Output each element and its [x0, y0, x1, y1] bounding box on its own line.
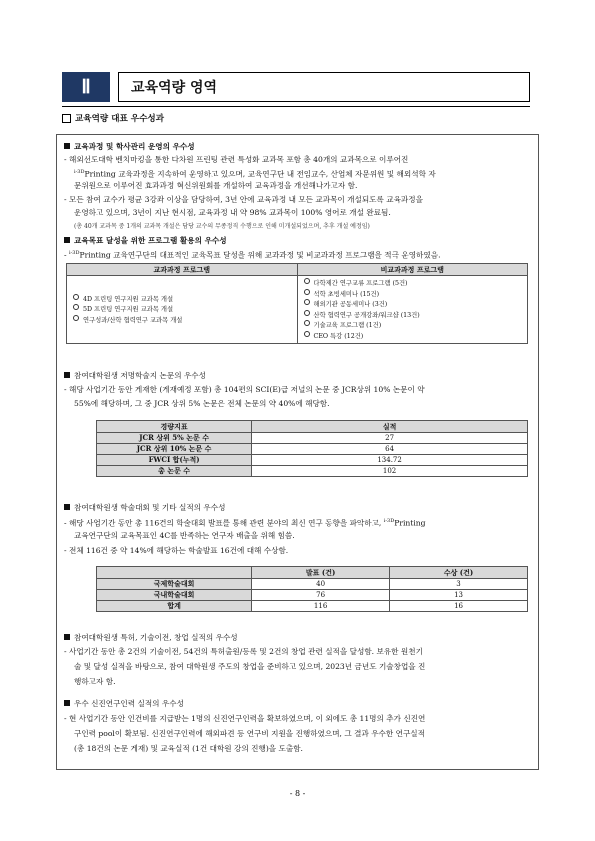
- program-table: [66, 263, 528, 344]
- curricular-list: [67, 276, 298, 344]
- list-item: 산학 협력연구 공개강좌/워크샵 (13건): [304, 310, 522, 321]
- circle-bullet-icon: [304, 320, 310, 326]
- list-item: 연구성과/산학 협력연구 교과목 개설: [73, 315, 291, 326]
- conference-table: [96, 566, 528, 612]
- table-row: 국내학술대회 76 13: [97, 590, 528, 601]
- conference-table-header-awards: 수상 (건): [390, 567, 528, 579]
- s5-line3: 행하고자 함.: [74, 677, 116, 686]
- s6-line3: (총 18건의 논문 게재) 및 교육실적 (1건 대학원 강의 진행)을 도출함.: [74, 744, 303, 753]
- table-row: JCR 상위 10% 논문 수 64: [97, 444, 528, 455]
- publication-table: [96, 420, 528, 477]
- table-row: FWCI 합(누적) 134.72: [97, 455, 528, 466]
- s6-line1: - 현 사업기간 동안 인건비를 지급받는 1명의 신진연구인력을 확보하였으며, 이 외에도 총 11명의 추가 신진연: [64, 714, 426, 723]
- s6-heading: 우수 신진연구인력 실적의 우수성: [64, 698, 184, 709]
- s3-line2: 55%에 해당하며, 그 중 JCR 상위 5% 논문은 전체 논문의 약 40%에 해당함.: [74, 399, 330, 408]
- chapter-number: Ⅱ: [62, 72, 110, 102]
- circle-bullet-icon: [73, 304, 79, 310]
- section-title: 교육역량 대표 우수성과: [62, 112, 164, 124]
- s3-heading: 참여대학원생 저명학술지 논문의 우수성: [64, 370, 206, 381]
- circle-bullet-icon: [304, 299, 310, 305]
- bullet-square-icon: [64, 700, 70, 706]
- s2-line1: - $^{i-3D}$Printing 교육연구단의 대표적인 교육목표 달성을 위해 교과과정 및 비교과과정 프로그램을 적극 운영하였음.: [64, 250, 441, 260]
- bullet-square-icon: [64, 504, 70, 510]
- list-item: 4D 프린팅 연구지원 교과목 개설: [73, 294, 291, 305]
- bullet-square-icon: [64, 634, 70, 640]
- s3-line1: - 해당 사업기간 동안 게재한 (게재예정 포함) 총 104편의 SCI(E)급 저널의 논문 중 JCR상위 10% 논문이 약: [64, 385, 425, 394]
- s4-line3: - 전체 116건 중 약 14%에 해당하는 학술발표 16건에 대해 수상함.: [64, 546, 289, 555]
- conference-table-header-blank: [97, 567, 252, 579]
- extracurricular-list: [297, 276, 528, 344]
- circle-bullet-icon: [73, 294, 79, 300]
- bullet-square-icon: [64, 372, 70, 378]
- program-table-header-curricular: 교과과정 프로그램: [67, 264, 298, 276]
- s1-note: (총 40개 교과목 중 1개의 교과목 개설은 담당 교수의 무종정직 수행으로 인해 미개설되었으며, 추후 개설 예정임): [74, 223, 370, 230]
- table-row: 국제학술대회 40 3: [97, 579, 528, 590]
- s1-line1: - 해외선도대학 벤치마킹을 통한 다차원 프린팅 관련 특성화 교과목 포함 총 40개의 교과목으로 이루어진: [64, 155, 409, 164]
- chapter-title: 교육역량 영역: [118, 72, 530, 102]
- list-item: 해외기관 공동세미나 (3건): [304, 299, 522, 310]
- list-item: 석학 초빙세미나 (15건): [304, 289, 522, 300]
- table-row: JCR 상위 5% 논문 수 27: [97, 433, 528, 444]
- page-number: - 8 -: [289, 789, 306, 798]
- list-item: 다학제간 연구교류 프로그램 (5건): [304, 278, 522, 289]
- circle-bullet-icon: [304, 310, 310, 316]
- s5-heading: 참여대학원생 특허, 기술이전, 창업 실적의 우수성: [64, 632, 238, 643]
- s1-line2: $^{i-3D}$Printing 교육과정을 지속하여 운영하고 있으며, 교육연구단 내 전임교수, 산업체 자문위원 및 해외석학 자: [74, 169, 436, 179]
- bullet-square-icon: [64, 143, 70, 149]
- publication-table-header-result: 실적: [252, 421, 528, 433]
- s1-line5: 운영하고 있으며, 3년이 지난 현시점, 교육과정 내 약 98% 교과목이 100% 영어로 개설 완료됨.: [74, 208, 391, 217]
- s4-line1: - 해당 사업기간 동안 총 116건의 학술대회 발표를 통해 관련 분야의 최신 연구 동향을 파악하고, $^{i-3D}$Printing: [64, 518, 426, 528]
- s6-line2: 구인력 pool이 확보됨. 신진연구인력에 해외파견 등 연구비 지원을 진행하였으며, 그 결과 우수한 연구실적: [74, 729, 425, 738]
- s5-line1: - 사업기간 동안 총 2건의 기술이전, 54건의 특허출원/등록 및 2건의 창업 관련 실적을 달성함. 보유한 원천기: [64, 647, 423, 656]
- circle-bullet-icon: [304, 289, 310, 295]
- circle-bullet-icon: [304, 278, 310, 284]
- s4-line2: 교육연구단의 교육목표인 4C를 반족하는 연구자 배출을 위해 힘씀.: [74, 531, 295, 540]
- list-item: 기술교육 프로그램 (1건): [304, 320, 522, 331]
- circle-bullet-icon: [304, 331, 310, 337]
- s1-line3: 문위원으로 이루어진 효과과정 혁신위원회를 개설하여 교육과정을 개선해나가고자 함.: [74, 181, 358, 190]
- bullet-square-icon: [64, 237, 70, 243]
- conference-table-header-presentations: 발표 (건): [252, 567, 390, 579]
- list-item: CEO 특강 (12건): [304, 331, 522, 342]
- list-item: 5D 프린팅 연구지원 교과목 개설: [73, 304, 291, 315]
- s1-heading: 교육과정 및 학사관리 운영의 우수성: [64, 141, 195, 152]
- table-row: 합계 116 16: [97, 601, 528, 612]
- chapter-divider: [62, 106, 530, 107]
- table-row: 총 논문 수 102: [97, 466, 528, 477]
- circle-bullet-icon: [73, 315, 79, 321]
- checkbox-square-icon: [62, 114, 71, 123]
- publication-table-header-metric: 경량지표: [97, 421, 252, 433]
- s4-heading: 참여대학원생 학술대회 및 기타 실적의 우수성: [64, 502, 225, 513]
- s1-line4: - 모든 참여 교수가 평균 3강좌 이상을 담당하여, 3년 안에 교육과정 내 모든 교과목이 개설되도록 교육과정을: [64, 195, 423, 204]
- program-table-header-extracurricular: 비교과과정 프로그램: [297, 264, 528, 276]
- s5-line2: 술 및 달성 실적을 바탕으로, 참여 대학원생 주도의 창업을 준비하고 있으며, 2023년 금년도 기술창업을 진: [74, 662, 426, 671]
- s2-heading: 교육목표 달성을 위한 프로그램 활용의 우수성: [64, 235, 227, 246]
